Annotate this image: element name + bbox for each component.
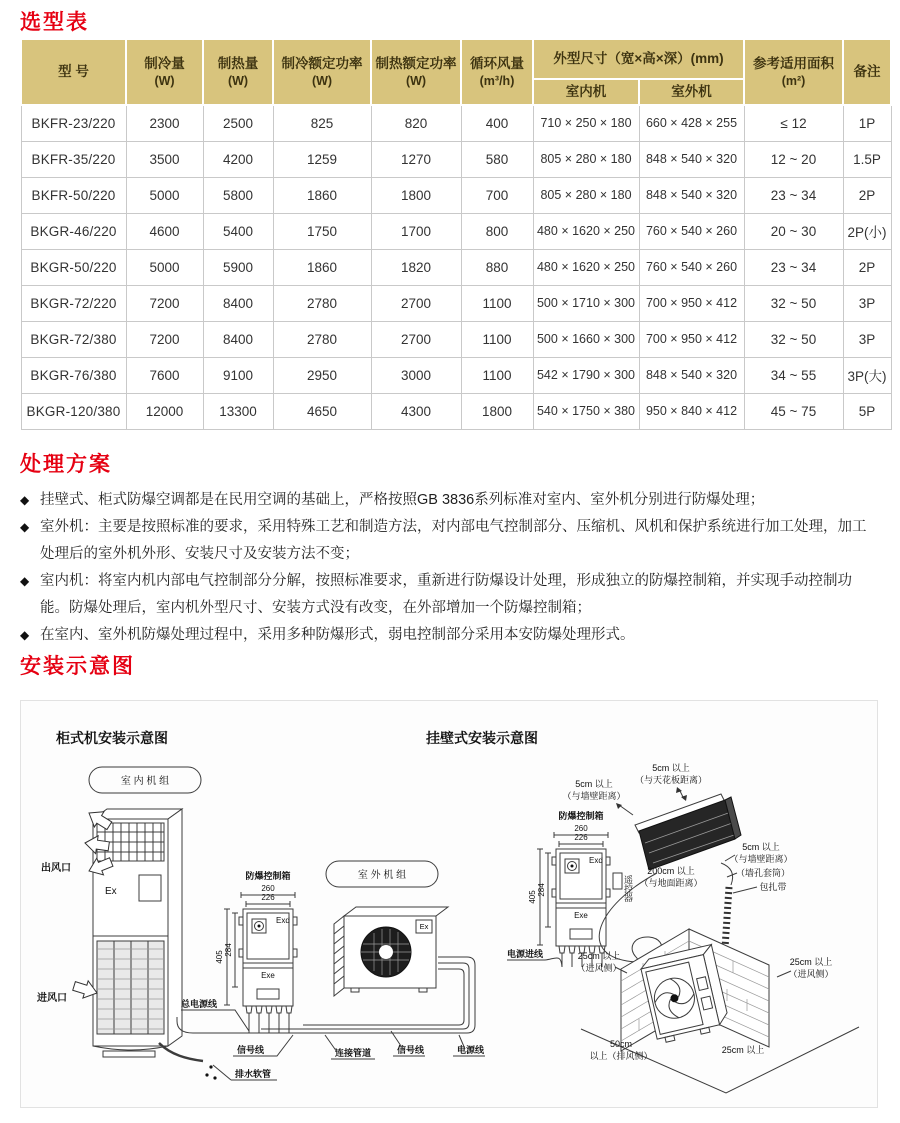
remote-control-label: 遥控器 <box>623 875 633 902</box>
explosion-proof-control-box <box>528 810 610 967</box>
bullet-text: 挂壁式、柜式防爆空调都是在民用空调的基础上，严格按照GB 3836系列标准对室内、室外机分别进行防爆处理； <box>40 492 765 508</box>
signal-line-label: 信号线 <box>237 1045 265 1055</box>
header-heating-rated-power: 制热额定功率 (W) <box>371 39 461 105</box>
cell-remark: 3P <box>843 321 891 357</box>
floor-gap-value: 200cm 以上 <box>647 866 695 876</box>
signal-line-label-2: 信号线 <box>397 1045 425 1055</box>
cell-airflow: 1100 <box>461 321 533 357</box>
header-dimensions: 外型尺寸（宽×高×深）(mm) <box>533 39 744 79</box>
cell-model: BKGR-46/220 <box>21 213 126 249</box>
selection-table-title: 选型表 <box>20 11 89 34</box>
wall-sleeve-label: （墙孔套筒） <box>735 868 791 878</box>
header-outdoor-unit: 室外机 <box>639 79 744 105</box>
cell-cooling-power: 4650 <box>273 393 371 429</box>
cell-heating-power: 1800 <box>371 177 461 213</box>
air-inlet-label: 进风口 <box>37 993 67 1004</box>
cell-cooling-power: 2950 <box>273 357 371 393</box>
exd-label: Exd <box>589 856 603 865</box>
wall-gap-right-note: （与墙壁距离） <box>729 854 793 864</box>
wall-gap-right-value: 5cm 以上 <box>742 842 780 852</box>
cell-heating: 13300 <box>203 393 273 429</box>
cell-airflow: 800 <box>461 213 533 249</box>
table-row <box>21 357 891 393</box>
cell-cooling-power: 825 <box>273 105 371 141</box>
cell-area: 32 ~ 50 <box>744 285 843 321</box>
side-gap-label: 25cm 以上 <box>721 1045 765 1055</box>
header-model: 型 号 <box>21 39 126 105</box>
outlet-gap-value: 50cm <box>609 1039 633 1049</box>
cabinet-diagram-title: 柜式机安装示意图 <box>56 730 168 746</box>
cell-model: BKFR-50/220 <box>21 177 126 213</box>
control-box-title: 防爆控制箱 <box>558 811 604 821</box>
diamond-bullet-icon: ◆ <box>20 520 30 534</box>
cell-area: 20 ~ 30 <box>744 213 843 249</box>
header-cooling-capacity: 制冷量 (W) <box>126 39 203 105</box>
cell-heating: 9100 <box>203 357 273 393</box>
cell-indoor-dim: 480 × 1620 × 250 <box>533 213 639 249</box>
cell-heating-power: 820 <box>371 105 461 141</box>
cabinet-ex-label: Ex <box>105 886 117 897</box>
cell-area: 32 ~ 50 <box>744 321 843 357</box>
table-row <box>21 321 891 357</box>
cabinet-installation-diagram <box>36 730 485 1080</box>
bullet-item <box>20 622 880 649</box>
cell-cooling: 4600 <box>126 213 203 249</box>
cell-remark: 5P <box>843 393 891 429</box>
installation-diagram-panel <box>20 700 878 1108</box>
cell-indoor-dim: 480 × 1620 × 250 <box>533 249 639 285</box>
indoor-unit-group-label: 室 内 机 组 <box>120 776 170 787</box>
cell-outdoor-dim: 950 × 840 × 412 <box>639 393 744 429</box>
cell-indoor-dim: 500 × 1660 × 300 <box>533 321 639 357</box>
cell-outdoor-dim: 660 × 428 × 255 <box>639 105 744 141</box>
cell-remark: 1P <box>843 105 891 141</box>
air-outlet-label: 出风口 <box>41 863 71 874</box>
table-row <box>21 213 891 249</box>
header-row-1 <box>21 39 891 79</box>
outdoor-ex-label: Ex <box>419 922 429 931</box>
ceiling-gap-note: （与天花板距离） <box>634 775 708 785</box>
bullet-item <box>20 487 880 514</box>
wall-installation-diagram <box>425 730 859 1093</box>
cell-remark: 2P(小) <box>843 213 891 249</box>
cell-cooling-power: 2780 <box>273 321 371 357</box>
cell-airflow: 1800 <box>461 393 533 429</box>
treatment-title: 处理方案 <box>20 453 112 476</box>
cell-area: 23 ~ 34 <box>744 177 843 213</box>
dim-outer-height: 405 <box>215 950 224 964</box>
cell-heating-power: 2700 <box>371 321 461 357</box>
cell-airflow: 700 <box>461 177 533 213</box>
cell-airflow: 400 <box>461 105 533 141</box>
cell-outdoor-dim: 848 × 540 × 320 <box>639 141 744 177</box>
inlet-gap-left-note: （进风侧） <box>576 963 622 973</box>
cell-indoor-dim: 542 × 1790 × 300 <box>533 357 639 393</box>
inlet-gap-right-note: （进风侧） <box>788 969 834 979</box>
cell-outdoor-dim: 848 × 540 × 320 <box>639 177 744 213</box>
cell-cooling-power: 1259 <box>273 141 371 177</box>
installation-title: 安装示意图 <box>20 655 135 678</box>
bullet-text: 室外机：主要是按照标准的要求，采用特殊工艺和制造方法，对内部电气控制部分、压缩机、风机和保护系统进行加工处理，加工处理后的室外机外形、安装尺寸及安装方法不变； <box>40 519 867 562</box>
cell-area: 12 ~ 20 <box>744 141 843 177</box>
power-line-label: 电源线 <box>457 1045 485 1055</box>
header-heating-capacity: 制热量 (W) <box>203 39 273 105</box>
cabinet-outdoor-unit-drawing <box>334 907 448 996</box>
inlet-gap-right-value: 25cm 以上 <box>789 957 833 967</box>
cell-remark: 3P(大) <box>843 357 891 393</box>
cell-area: 23 ~ 34 <box>744 249 843 285</box>
cell-heating-power: 1700 <box>371 213 461 249</box>
cell-cooling: 5000 <box>126 177 203 213</box>
cell-remark: 2P <box>843 249 891 285</box>
floor-gap-note: （与地面距离） <box>639 878 703 888</box>
table-row <box>21 393 891 429</box>
table-row <box>21 105 891 141</box>
wall-gap-left-value: 5cm 以上 <box>575 779 613 789</box>
explosion-proof-control-box <box>215 870 297 1033</box>
cell-outdoor-dim: 760 × 540 × 260 <box>639 249 744 285</box>
diamond-bullet-icon: ◆ <box>20 493 30 507</box>
cell-outdoor-dim: 700 × 950 × 412 <box>639 321 744 357</box>
table-row <box>21 177 891 213</box>
cell-remark: 2P <box>843 177 891 213</box>
cell-indoor-dim: 540 × 1750 × 380 <box>533 393 639 429</box>
cell-cooling-power: 2780 <box>273 285 371 321</box>
binding-tape-label: 包扎带 <box>759 882 787 892</box>
cell-model: BKFR-35/220 <box>21 141 126 177</box>
header-cooling-rated-power: 制冷额定功率 (W) <box>273 39 371 105</box>
dim-outer-width: 260 <box>261 884 275 893</box>
header-remarks: 备注 <box>843 39 891 105</box>
connect-pipe-label: 连接管道 <box>335 1048 372 1058</box>
cell-airflow: 580 <box>461 141 533 177</box>
cell-heating-power: 2700 <box>371 285 461 321</box>
inlet-gap-left-value: 25cm 以上 <box>577 951 621 961</box>
table-row <box>21 285 891 321</box>
ceiling-gap-value: 5cm 以上 <box>652 763 690 773</box>
bullet-item <box>20 568 880 622</box>
cell-indoor-dim: 805 × 280 × 180 <box>533 177 639 213</box>
cell-indoor-dim: 500 × 1710 × 300 <box>533 285 639 321</box>
cell-cooling-power: 1860 <box>273 249 371 285</box>
cell-cooling: 3500 <box>126 141 203 177</box>
bullet-item <box>20 514 880 568</box>
cell-heating-power: 1270 <box>371 141 461 177</box>
cell-model: BKFR-23/220 <box>21 105 126 141</box>
remote-control-drawing <box>613 873 622 889</box>
wall-indoor-unit-drawing <box>635 794 741 870</box>
cell-area: ≤ 12 <box>744 105 843 141</box>
header-air-circulation: 循环风量 (m³/h) <box>461 39 533 105</box>
control-box-title: 防爆控制箱 <box>245 871 291 881</box>
main-power-line-label: 总电源线 <box>181 999 218 1009</box>
cell-indoor-dim: 710 × 250 × 180 <box>533 105 639 141</box>
cell-remark: 1.5P <box>843 141 891 177</box>
cell-outdoor-dim: 848 × 540 × 320 <box>639 357 744 393</box>
cell-model: BKGR-76/380 <box>21 357 126 393</box>
dim-inner-height: 284 <box>537 883 546 897</box>
treatment-bullet-list <box>20 487 880 649</box>
cell-heating-power: 1820 <box>371 249 461 285</box>
dim-outer-width: 260 <box>574 824 588 833</box>
installation-diagram <box>21 701 877 1107</box>
cell-model: BKGR-50/220 <box>21 249 126 285</box>
dim-outer-height: 405 <box>528 890 537 904</box>
table-row <box>21 141 891 177</box>
dim-inner-height: 284 <box>224 943 233 957</box>
cell-cooling: 12000 <box>126 393 203 429</box>
diamond-bullet-icon: ◆ <box>20 628 30 642</box>
dim-inner-width: 226 <box>574 833 588 842</box>
cell-heating: 5900 <box>203 249 273 285</box>
cell-cooling: 7200 <box>126 321 203 357</box>
diamond-bullet-icon: ◆ <box>20 574 30 588</box>
header-indoor-unit: 室内机 <box>533 79 639 105</box>
cell-cooling-power: 1750 <box>273 213 371 249</box>
table-row <box>21 249 891 285</box>
cell-airflow: 1100 <box>461 357 533 393</box>
cell-airflow: 1100 <box>461 285 533 321</box>
cell-outdoor-dim: 760 × 540 × 260 <box>639 213 744 249</box>
drain-hose-label: 排水软管 <box>235 1069 272 1079</box>
cell-model: BKGR-72/380 <box>21 321 126 357</box>
dim-inner-width: 226 <box>261 893 275 902</box>
cell-cooling: 7200 <box>126 285 203 321</box>
header-applicable-area: 参考适用面积 (m²) <box>744 39 843 105</box>
outdoor-unit-group-label: 室 外 机 组 <box>357 870 407 881</box>
cell-heating: 8400 <box>203 321 273 357</box>
cell-heating: 8400 <box>203 285 273 321</box>
cell-model: BKGR-120/380 <box>21 393 126 429</box>
cell-outdoor-dim: 700 × 950 × 412 <box>639 285 744 321</box>
cell-heating: 2500 <box>203 105 273 141</box>
cell-model: BKGR-72/220 <box>21 285 126 321</box>
cell-area: 34 ~ 55 <box>744 357 843 393</box>
cell-heating: 4200 <box>203 141 273 177</box>
cell-heating-power: 3000 <box>371 357 461 393</box>
wall-diagram-title: 挂壁式安装示意图 <box>426 730 538 746</box>
wall-gap-left-note: （与墙壁距离） <box>562 791 626 801</box>
cell-airflow: 880 <box>461 249 533 285</box>
cell-heating-power: 4300 <box>371 393 461 429</box>
cell-remark: 3P <box>843 285 891 321</box>
cell-cooling-power: 1860 <box>273 177 371 213</box>
cell-heating: 5400 <box>203 213 273 249</box>
cabinet-wiring-labels <box>181 998 485 1080</box>
cell-cooling: 5000 <box>126 249 203 285</box>
selection-table <box>20 38 892 430</box>
cell-area: 45 ~ 75 <box>744 393 843 429</box>
exe-label: Exe <box>261 971 275 980</box>
cell-indoor-dim: 805 × 280 × 180 <box>533 141 639 177</box>
cell-heating: 5800 <box>203 177 273 213</box>
cell-cooling: 2300 <box>126 105 203 141</box>
cell-cooling: 7600 <box>126 357 203 393</box>
bullet-text: 在室内、室外机防爆处理过程中，采用多种防爆形式，弱电控制部分采用本安防爆处理形式。 <box>40 627 635 643</box>
bullet-text: 室内机：将室内机内部电气控制部分分解，按照标准要求，重新进行防爆设计处理，形成独立的防爆控制箱，并实现手动控制功能。防爆处理后，室内机外型尺寸、安装方式没有改变，在外部增加一个防爆控制箱； <box>40 573 852 616</box>
power-inlet-label: 电源进线 <box>507 949 544 959</box>
exd-label: Exd <box>276 916 290 925</box>
exe-label: Exe <box>574 911 588 920</box>
outlet-gap-note: 以上（排风侧） <box>589 1051 653 1061</box>
